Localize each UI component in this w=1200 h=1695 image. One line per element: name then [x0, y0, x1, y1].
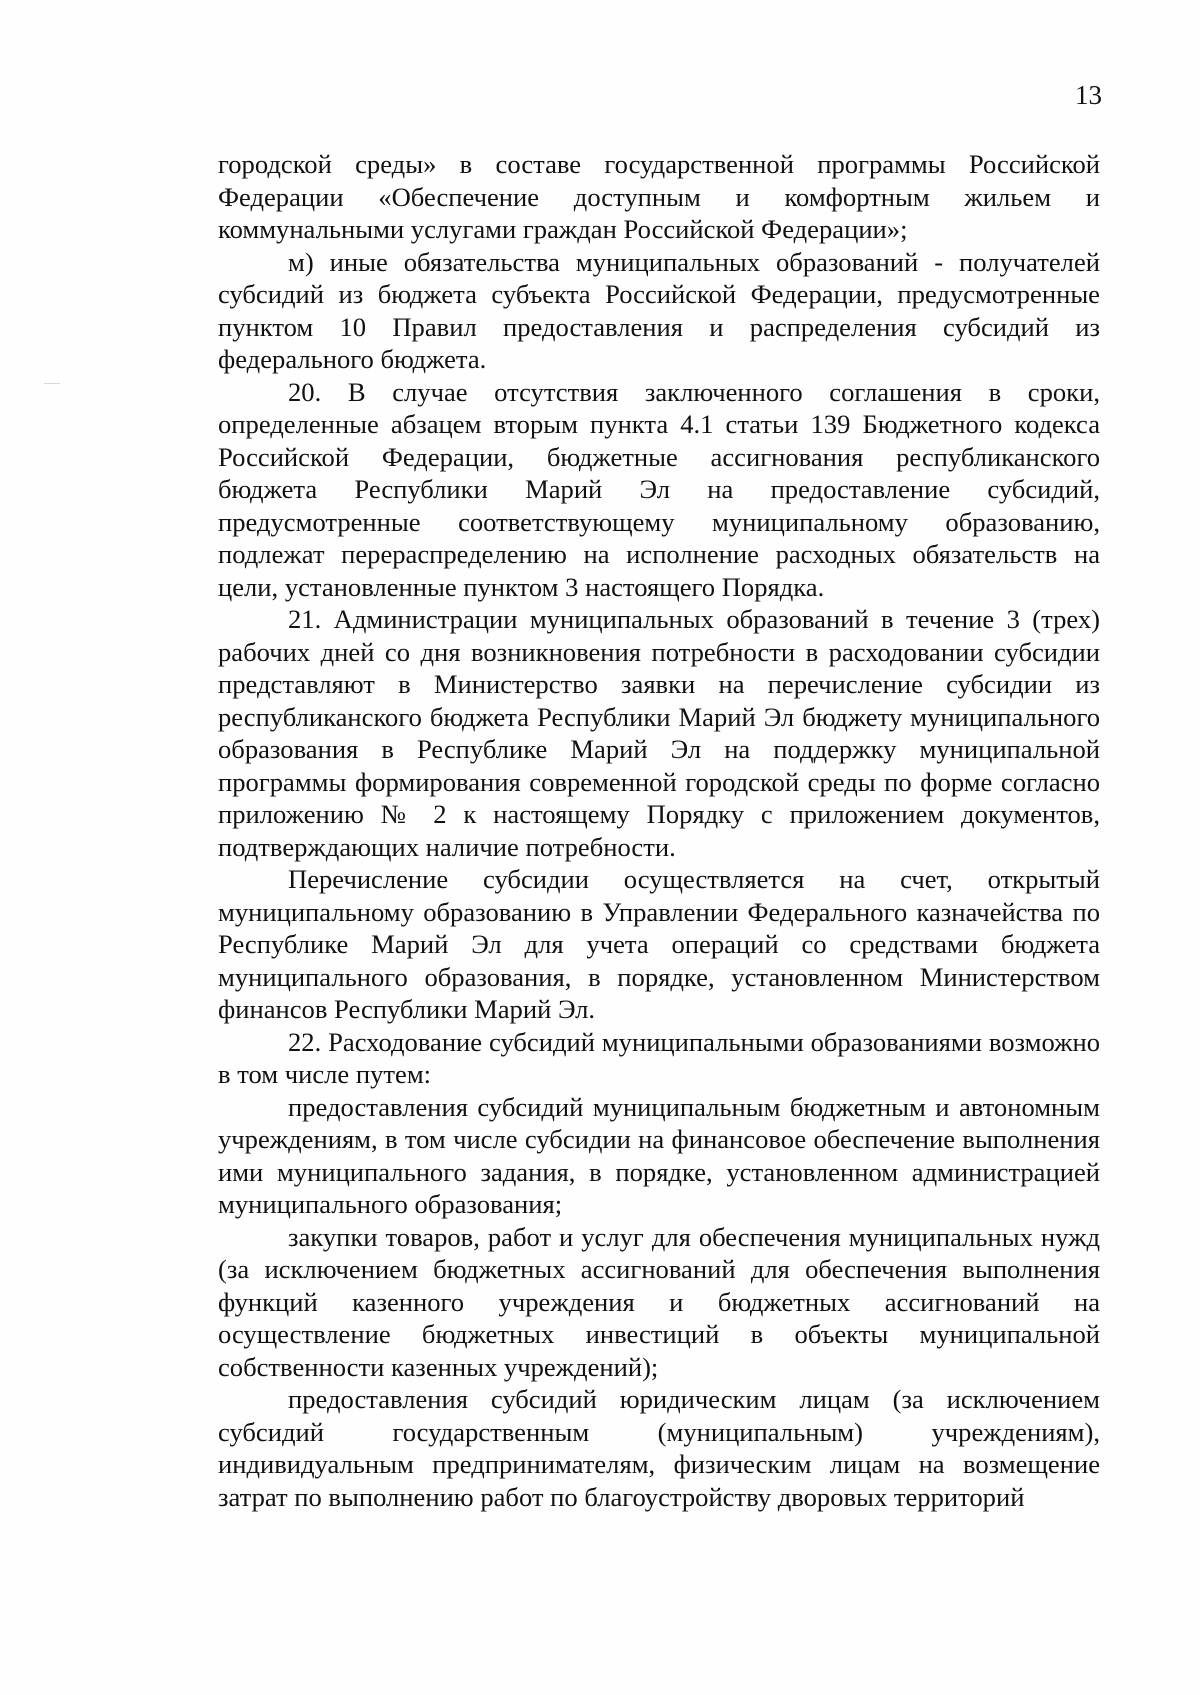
paragraph-point-20: 20. В случае отсутствия заключенного соглашения в сроки, определенные абзацем вторым пункта 4.1 статьи 139 Бюджетного кодекса Российской Федерации, бюджетные ассигнования республиканского бюджета Республики Марий Эл на предоставление субсидий, предусмотренные соответствующему муниципальному образованию, подлежат перераспределению на исполнение расходных обязательств на цели, установленные пунктом 3 настоящего Порядка.	[218, 376, 1100, 602]
scan-margin-mark	[44, 383, 60, 384]
page-number: 13	[1075, 80, 1102, 110]
paragraph-program-name: городской среды» в составе государственной программы Российской Федерации «Обеспечение доступным и комфортным жильем и коммунальными услугами граждан Российской Федерации»;	[218, 149, 1100, 244]
paragraph-subsidies-institutions: предоставления субсидий муниципальным бюджетным и автономным учреждениям, в том числе субсидии на финансовое обеспечение выполнения ими муниципального задания, в порядке, установленном администрацией муниципального образования;	[218, 1091, 1100, 1219]
paragraph-point-22: 22. Расходование субсидий муниципальными образованиями возможно в том числе путем:	[218, 1026, 1100, 1089]
paragraph-item-m: м) иные обязательства муниципальных образований - получателей субсидий из бюджета субъекта Российской Федерации, предусмотренные пунктом 10 Правил предоставления и распределения субсидий из федерального бюджета.	[218, 246, 1100, 374]
paragraph-transfer: Перечисление субсидии осуществляется на счет, открытый муниципальному образованию в Управлении Федерального казначейства по Республике Марий Эл для учета операций со средствами бюджета муниципального образования, в порядке, установленном Министерством финансов Республики Марий Эл.	[218, 864, 1100, 1024]
paragraph-procurement: закупки товаров, работ и услуг для обеспечения муниципальных нужд (за исключением бюджетных ассигнований для обеспечения выполнения функций казенного учреждения и бюджетных ассигнований на осуществление бюджетных инвестиций в объекты муниципальной собственности казенных учреждений);	[218, 1221, 1100, 1382]
document-body	[218, 148, 1100, 1513]
paragraph-subsidies-legal-entities: предоставления субсидий юридическим лицам (за исключением субсидий государственным (муниципальным) учреждениям), индивидуальным предпринимателям, физическим лицам на возмещение затрат по выполнению работ по благоустройству дворовых территорий	[218, 1384, 1100, 1512]
paragraph-point-21: 21. Администрации муниципальных образований в течение 3 (трех) рабочих дней со дня возникновения потребности в расходовании субсидии представляют в Министерство заявки на перечисление субсидии из республиканского бюджета Республики Марий Эл бюджету муниципального образования в Республике Марий Эл на поддержку муниципальной программы формирования современной городской среды по форме согласно приложению № 2 к настоящему Порядку с приложением документов, подтверждающих наличие потребности.	[218, 604, 1100, 862]
